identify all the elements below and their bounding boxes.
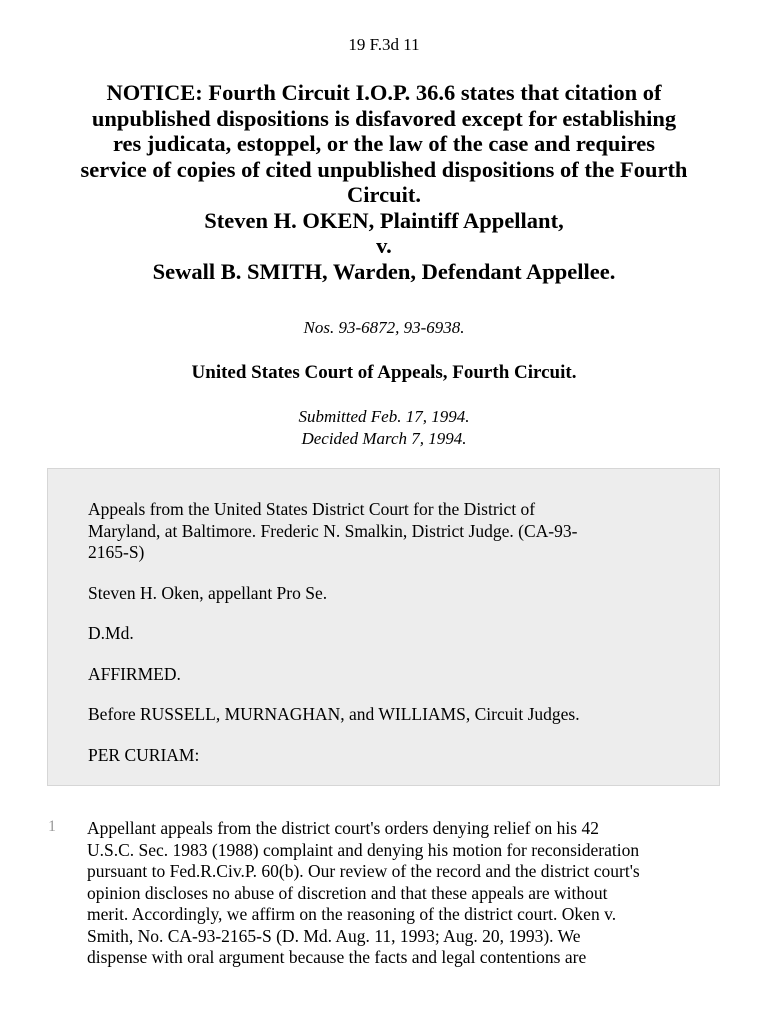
counsel-line: Steven H. Oken, appellant Pro Se.	[88, 582, 328, 603]
opinion-line: U.S.C. Sec. 1983 (1988) complaint and denying his motion for reconsideration	[87, 839, 640, 860]
per-curiam-line: PER CURIAM:	[88, 744, 200, 765]
opinion-line: Appellant appeals from the district court's orders denying relief on his 42	[87, 818, 599, 838]
defendant-party: Sewall B. SMITH, Warden, Defendant Appellee.	[152, 258, 616, 284]
case-heading	[40, 80, 728, 284]
district-line: D.Md.	[88, 623, 134, 643]
opinion-line: merit. Accordingly, we affirm on the reasoning of the district court. Oken v.	[87, 904, 617, 924]
judges-line: Before RUSSELL, MURNAGHAN, and WILLIAMS, Circuit Judges.	[88, 704, 580, 724]
case-info-panel	[47, 468, 720, 786]
versus-label: v.	[376, 233, 392, 258]
paragraph-number: 1	[48, 818, 56, 835]
case-dates	[0, 406, 768, 450]
case-citation: 19 F.3d 11	[348, 35, 420, 54]
case-info-content	[88, 499, 678, 785]
notice-line: NOTICE: Fourth Circuit I.O.P. 36.6 states that citation of	[106, 80, 662, 105]
disposition-line: AFFIRMED.	[88, 663, 181, 684]
appeal-line: 2165-S)	[88, 542, 145, 562]
opinion-line: Smith, No. CA-93-2165-S (D. Md. Aug. 11, 1993; Aug. 20, 1993). We	[87, 925, 581, 946]
appeal-line: Maryland, at Baltimore. Frederic N. Smalkin, District Judge. (CA-93-	[88, 520, 578, 541]
plaintiff-party: Steven H. OKEN, Plaintiff Appellant,	[204, 207, 564, 233]
notice-line: res judicata, estoppel, or the law of the case and requires	[112, 131, 656, 156]
paragraph-text	[87, 818, 728, 969]
submitted-date: Submitted Feb. 17, 1994.	[298, 407, 470, 426]
opinion-line: opinion discloses no abuse of discretion and that these appeals are without	[87, 882, 608, 903]
docket-numbers: Nos. 93-6872, 93-6938.	[303, 318, 465, 337]
appeal-line: Appeals from the United States District Court for the District of	[88, 499, 536, 519]
notice-line: Circuit.	[347, 182, 421, 207]
opinion-line: dispense with oral argument because the facts and legal contentions are	[87, 947, 587, 967]
decided-date: Decided March 7, 1994.	[301, 429, 467, 448]
court-name: United States Court of Appeals, Fourth Circuit.	[191, 362, 577, 383]
notice-line: service of copies of cited unpublished dispositions of the Fourth	[80, 156, 688, 182]
opinion-line: pursuant to Fed.R.Civ.P. 60(b). Our review of the record and the district court's	[87, 861, 640, 881]
notice-line: unpublished dispositions is disfavored except for establishing	[91, 105, 677, 131]
appeal-origin	[88, 499, 678, 564]
